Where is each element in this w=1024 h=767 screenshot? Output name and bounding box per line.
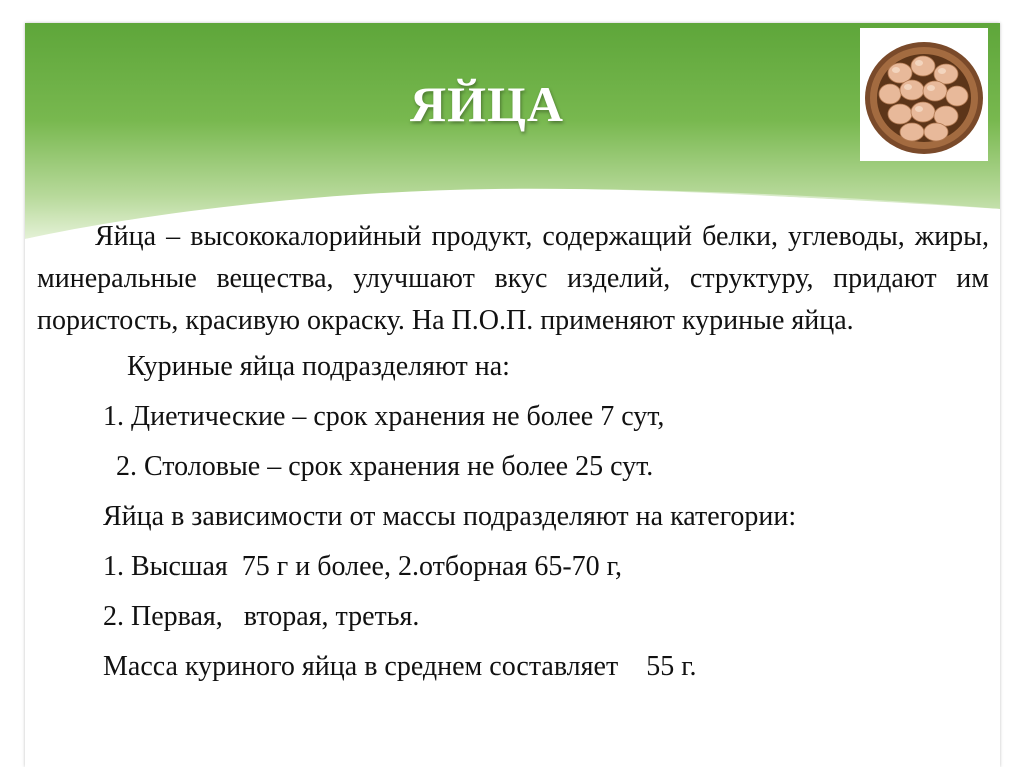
list-item: 1. Высшая 75 г и более, 2.отборная 65-70 г, bbox=[103, 551, 623, 582]
egg-basket-image bbox=[860, 28, 988, 161]
list-item: 2. Первая, вторая, третья. bbox=[103, 601, 420, 632]
slide-body bbox=[37, 216, 989, 692]
list-item: 1. Диетические – срок хранения не более 7 сут, bbox=[103, 401, 665, 432]
text-line: Куриные яйца подразделяют на: bbox=[127, 351, 510, 382]
slide-title: ЯЙЦА bbox=[410, 76, 564, 132]
intro-paragraph: Яйца – высококалорийный продукт, содержащий белки, углеводы, жиры, минеральные вещества, улучшают вкус изделий, структуру, придают им пористость, красивую окраску. На П.О.П. применяют куриные яйца. bbox=[37, 221, 989, 336]
slide bbox=[25, 23, 1000, 767]
list-item: 2. Столовые – срок хранения не более 25 сут. bbox=[109, 451, 654, 482]
text-line: Яйца в зависимости от массы подразделяют на категории: bbox=[103, 501, 797, 532]
text-line: Масса куриного яйца в среднем составляет 55 г. bbox=[103, 651, 697, 682]
